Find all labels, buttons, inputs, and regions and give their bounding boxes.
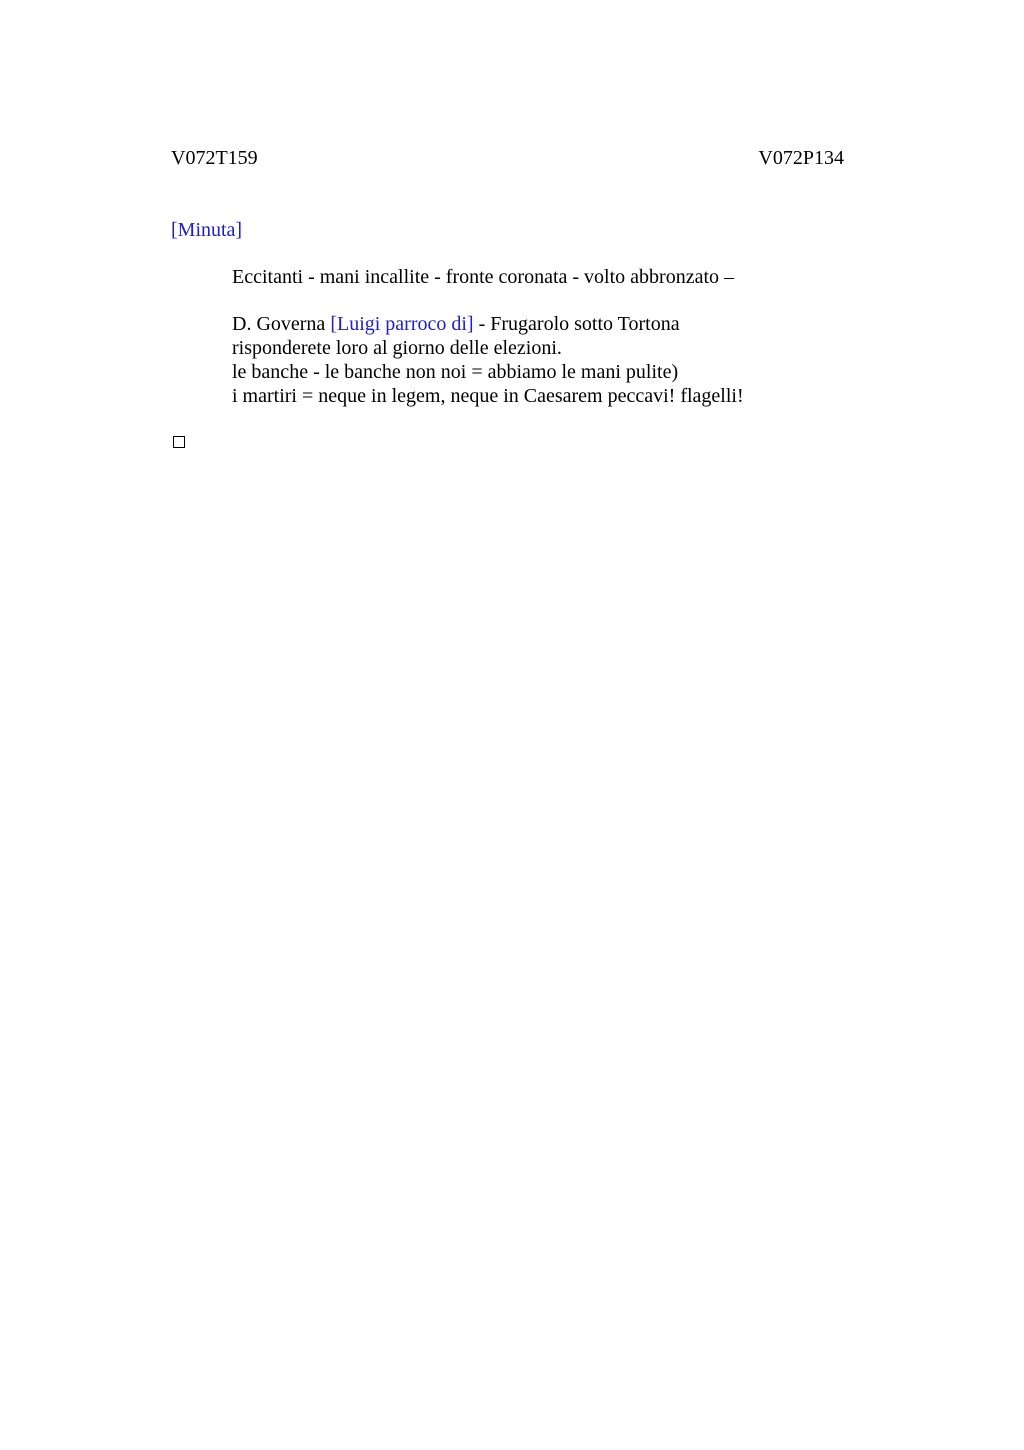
section-label: [Minuta] (171, 219, 243, 241)
paragraph-2-line-1-end: - Frugarolo sotto Tortona (473, 313, 680, 335)
paragraph-2-line-4: i martiri = neque in legem, neque in Caesarem peccavi! flagelli! (232, 385, 744, 407)
paragraph-1-line: Eccitanti - mani incallite - fronte coronata - volto abbronzato – (232, 266, 735, 288)
paragraph-2 (232, 312, 744, 408)
paragraph-2-line-2: risponderete loro al giorno delle elezioni. (232, 337, 562, 359)
document-body (232, 265, 744, 408)
paragraph-2-line-1 (232, 312, 744, 336)
document-code-right: V072P134 (758, 147, 844, 169)
paragraph-1 (232, 265, 744, 289)
paragraph-2-line-3: le banche - le banche non noi = abbiamo le mani pulite) (232, 361, 679, 383)
document-code-left: V072T159 (171, 147, 258, 169)
editorial-note: [Luigi parroco di] (330, 313, 474, 335)
paragraph-2-line-1-start: D. Governa (232, 313, 331, 335)
square-outline-icon (173, 436, 185, 448)
